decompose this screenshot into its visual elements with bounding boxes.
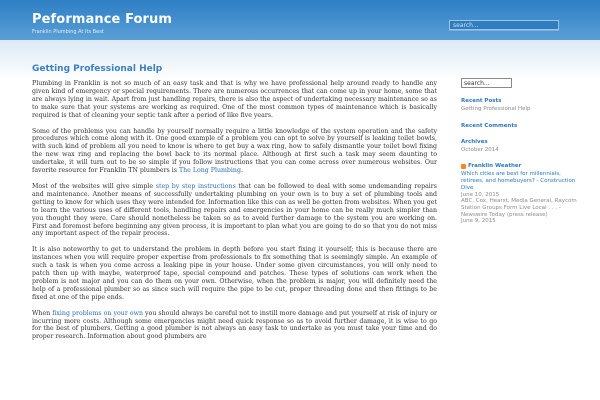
main-content xyxy=(32,64,437,349)
sidebar xyxy=(461,78,581,225)
fixing-problems-link[interactable]: fixing problems on your own xyxy=(52,309,143,317)
archives-heading: Archives xyxy=(461,138,488,145)
paragraph-text: Most of the websites will give simple xyxy=(32,182,156,190)
post-paragraph: Plumbing in Franklin is not so much of an easy task and that is why we have professional help around ready to handle any given kind of emergency or special requirements. There are numerous occurrences that can come up in your home, some that are always lying in wait. Apart from just handling repairs, there is also the aspect of undertaking necessary maintenance so as to make sure that your systems are working as required. One of the most common types of maintenance which is basically required is that of cleaning your septic tank after a period of like five years. xyxy=(32,80,437,119)
post-paragraph xyxy=(32,183,437,238)
recent-posts-heading: Recent Posts xyxy=(461,98,502,104)
rss-icon xyxy=(461,164,466,169)
feed-item-date: June 10, 2015 xyxy=(461,191,500,198)
post-paragraph xyxy=(32,128,437,175)
instructions-link[interactable]: step by step instructions xyxy=(155,182,236,190)
header-search-input[interactable]: search... xyxy=(449,20,559,30)
feed-item-date: June 9, 2015 xyxy=(461,218,496,225)
post-title[interactable]: Getting Professional Help xyxy=(32,64,163,74)
blog-title[interactable]: Peformance Forum xyxy=(32,12,173,27)
feed-item-link[interactable]: Which cities are best for millennials, retirees, and homebuyers? - Construction Dive xyxy=(461,171,576,191)
paragraph-text: When xyxy=(32,309,53,317)
post-paragraph: It is also noteworthy to get to understand the problem in depth before you start fixing it yourself; this is because there are instances when you will require proper expertise from professionals to fix something that is seemingly simple. An example of such a task is when you come across a leaking pipe in your house. Under some given circumstances, you will only need to patch then up with maybe, waterproof tape, special compound and patches. These types of solutions can work when the problem is not major and you can do them on your own. Otherwise, when the problem is major, you will definitely need the help of a professional plumber so as since such will require the pipe to be cut, proper threading done and then fittings to be fixed at one of the pipe ends. xyxy=(32,246,437,301)
plumber-link[interactable]: The Long Plumbing xyxy=(178,167,241,175)
feed-item-text: ABC, Cox, Hearst, Media General, Raycom Station Groups Form Live Local . . . - Newswire Today (press release) xyxy=(461,198,577,218)
paragraph-text: you should always be careful not to instill more damage and put yourself at risk of injury or incurring more costs. Although some emergencies might need quick response so as to avoid further damage, it is wise to go for the best of plumbers. Getting a good plumber is not always an easy task to undertake as you must take your time and do proper research. Information about good plumbers are xyxy=(32,309,437,341)
archive-link[interactable]: October 2014 xyxy=(461,146,499,153)
recent-comments-heading: Recent Comments xyxy=(461,122,518,129)
blog-tagline: Franklin Plumbing At Its Best xyxy=(32,29,104,35)
paragraph-text: that can be followed to deal with some undemanding repairs and maintenance. Another means of successfully undertaking plumbing on your own is to buy a set of plumbing tools and getting to know for which uses they were intended for. Information like this can as well be gotten from websites. When you get to learn the various uses of different tools, handling repairs and emergencies in your home can be really much simpler than you thought they were. Care should nonetheless be taken so as to avoid further damage to the system you are working on. First and foremost before beginning any given process, it is important to plan what you are going to do so that you do not miss any important aspect of the repair process. xyxy=(32,182,437,238)
paragraph-text: . xyxy=(240,167,243,175)
weather-heading xyxy=(461,163,581,169)
recent-post-link[interactable]: Getting Professional Help xyxy=(461,106,531,112)
header xyxy=(0,0,600,40)
post-paragraph xyxy=(32,310,437,342)
paragraph-text: Some of the problems you can handle by yourself normally require a little knowledge of the system operation and the safety procedures which come along with it. One good example of a problem you can opt to solve by yourself is leaking toilet bowls, with such kind of problem all you need to know is where to get buy a wax ring, how to safely dismantle your toilet bowl fixing the new wax ring and replacing the bowl back to its normal place. Although at first such a task may seem daunting to undertake, it will turn out to be so simple if you follow instructions that you can come across over numerous websites. Our favorite resource for Franklin TN plumbers is xyxy=(32,127,437,175)
sidebar-search-input[interactable]: search... xyxy=(461,78,512,88)
weather-heading-label[interactable]: Franklin Weather xyxy=(468,163,522,170)
header-divider xyxy=(449,30,559,31)
